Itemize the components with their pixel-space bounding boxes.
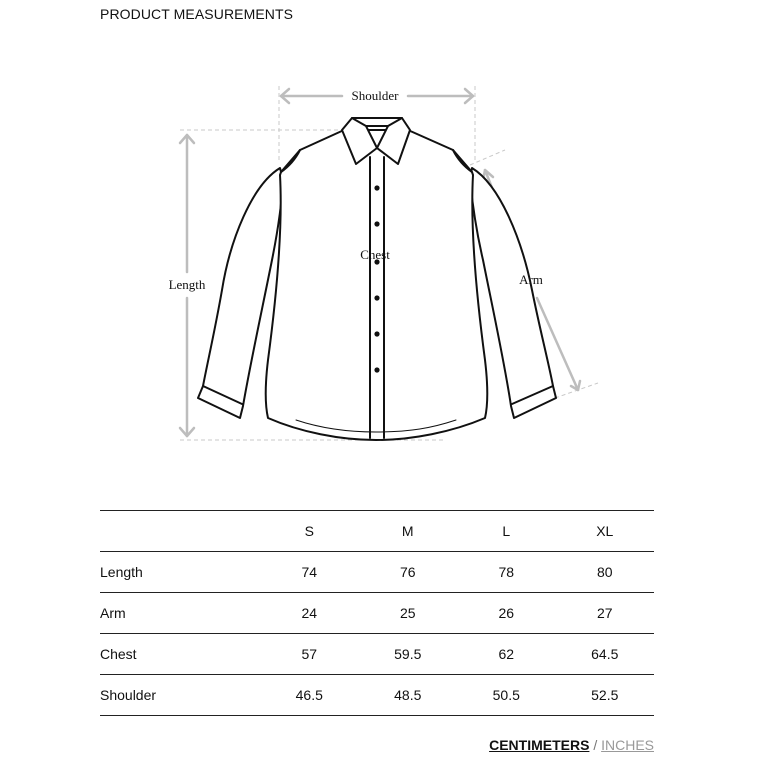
table-row (100, 593, 654, 634)
table-cell: 76 (359, 552, 458, 593)
table-cell: 24 (260, 593, 359, 634)
arm-label: Arm (519, 272, 543, 287)
size-header-xl: XL (556, 511, 655, 552)
table-cell: 46.5 (260, 675, 359, 716)
table-row (100, 634, 654, 675)
inches-link[interactable]: INCHES (601, 737, 654, 753)
table-cell: 50.5 (457, 675, 556, 716)
table-cell: 78 (457, 552, 556, 593)
table-header-blank (100, 511, 260, 552)
table-cell: 62 (457, 634, 556, 675)
unit-separator: / (593, 737, 598, 753)
shoulder-label: Shoulder (351, 88, 399, 103)
row-label-shoulder: Shoulder (100, 675, 260, 716)
table-header-row (100, 511, 654, 552)
table-row (100, 552, 654, 593)
table-cell: 27 (556, 593, 655, 634)
size-header-l: L (457, 511, 556, 552)
table-cell: 57 (260, 634, 359, 675)
table-cell: 48.5 (359, 675, 458, 716)
unit-toggle (489, 737, 654, 753)
table-cell: 74 (260, 552, 359, 593)
table-cell: 25 (359, 593, 458, 634)
chest-label: Chest (360, 247, 390, 262)
table-cell: 59.5 (359, 634, 458, 675)
table-row (100, 675, 654, 716)
page-title: PRODUCT MEASUREMENTS (100, 6, 294, 22)
size-header-s: S (260, 511, 359, 552)
table-cell: 64.5 (556, 634, 655, 675)
size-chart-table (100, 510, 654, 716)
centimeters-link[interactable]: CENTIMETERS (489, 737, 590, 753)
table-cell: 26 (457, 593, 556, 634)
table-cell: 80 (556, 552, 655, 593)
shirt-outline (198, 118, 556, 440)
table-cell: 52.5 (556, 675, 655, 716)
row-label-length: Length (100, 552, 260, 593)
row-label-arm: Arm (100, 593, 260, 634)
size-header-m: M (359, 511, 458, 552)
row-label-chest: Chest (100, 634, 260, 675)
length-label: Length (168, 277, 206, 292)
